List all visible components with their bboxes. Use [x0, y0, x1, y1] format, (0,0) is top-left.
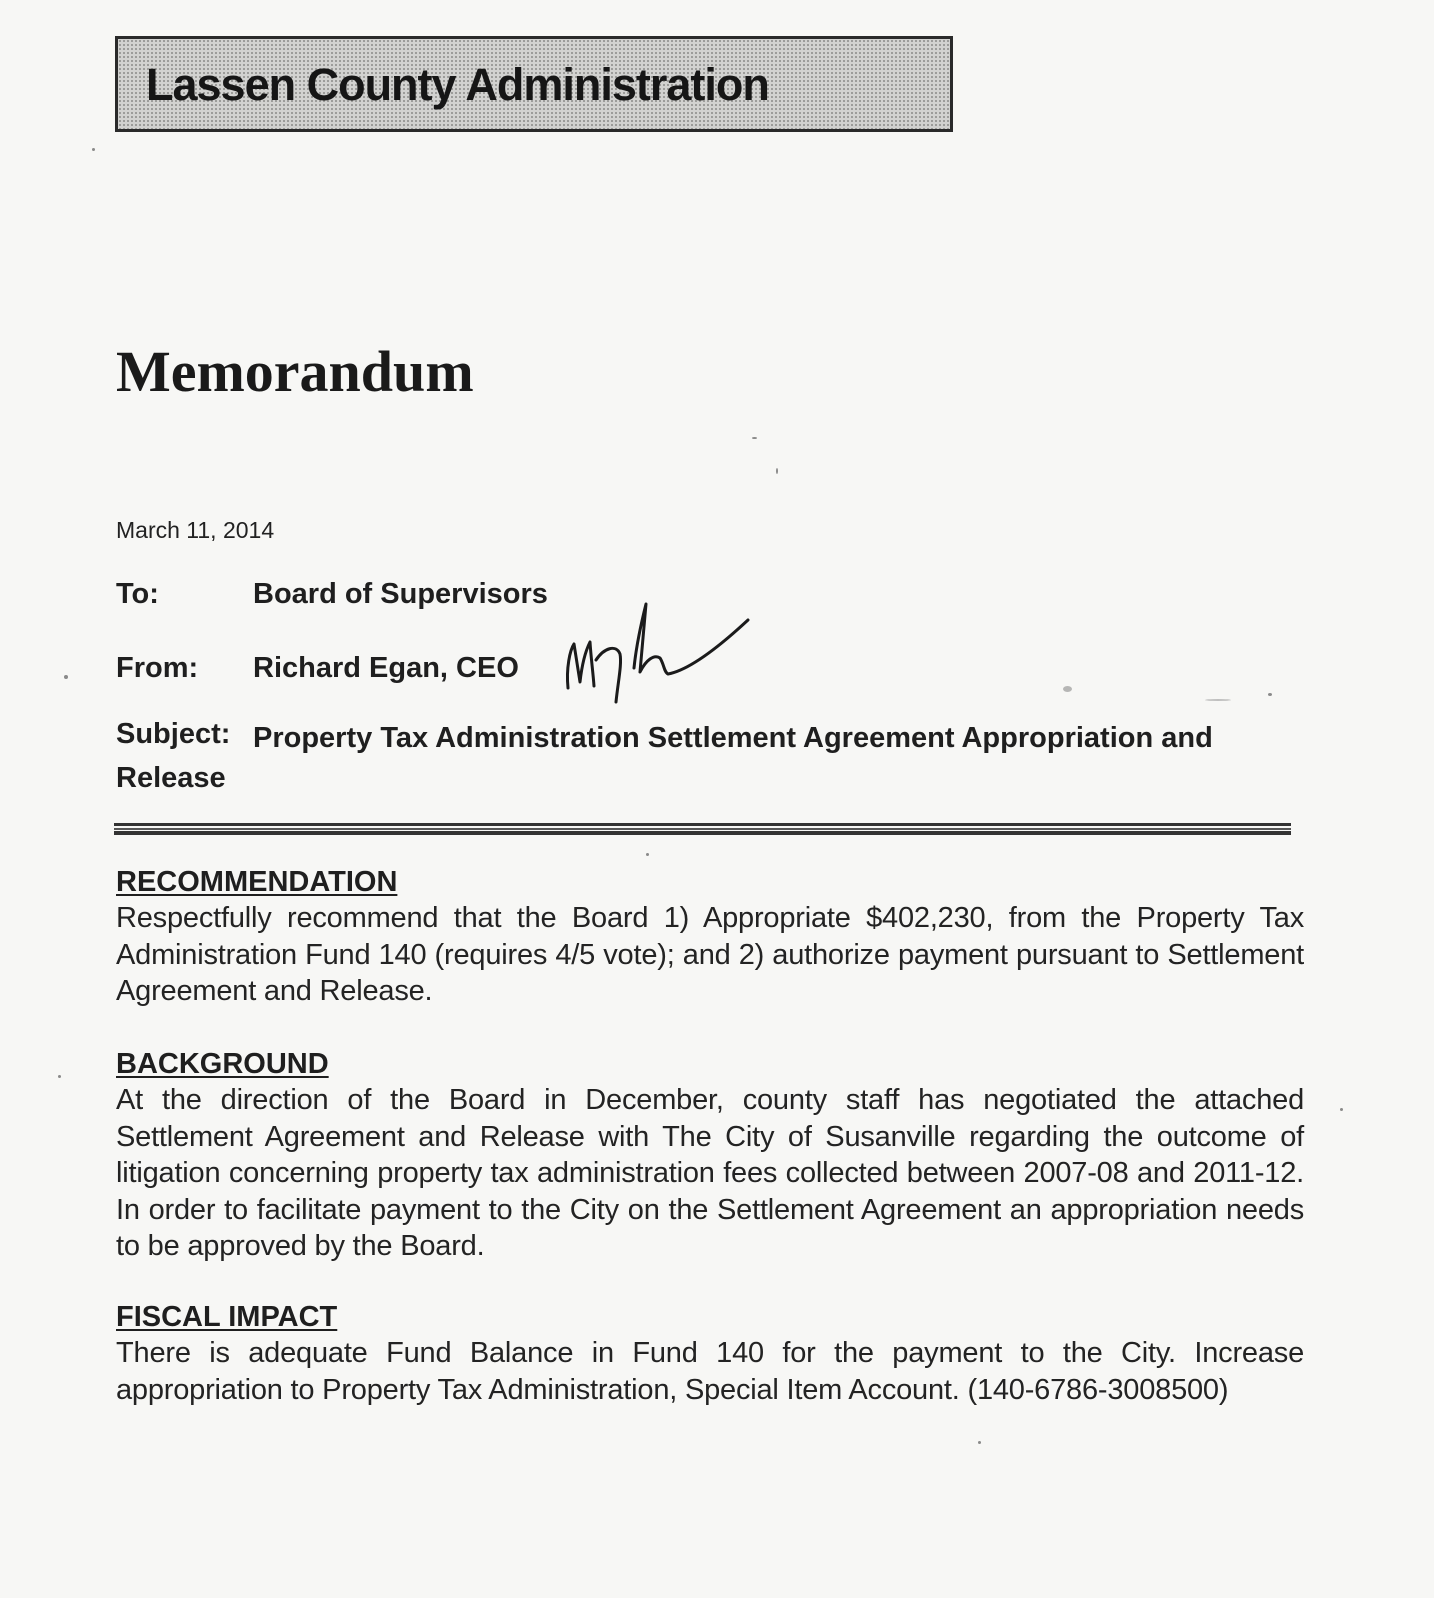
recommendation-body: Respectfully recommend that the Board 1) Appropriate $402,230, from the Property Tax Administration Fund 140 (requires 4/5 vote); and 2) authorize payment pursuant to Settlement Agreement and Release. — [116, 902, 1304, 1007]
letterhead-banner — [115, 36, 953, 132]
header-divider — [114, 823, 1291, 835]
scan-speck — [1340, 1108, 1343, 1111]
from-value: Richard Egan, CEO — [253, 652, 519, 684]
scan-speck — [1268, 693, 1272, 696]
to-label: To: — [116, 578, 159, 610]
subject-label: Subject: — [116, 718, 231, 750]
background-body: At the direction of the Board in December, county staff has negotiated the attached Settlement Agreement and Release with The City of Susanville regarding the outcome of litigation concerning property tax administration fees collected between 2007-08 and 2011-12. In order to facilitate payment to the City on the Settlement Agreement an appropriation needs to be approved by the Board. — [116, 1084, 1304, 1262]
scan-speck — [92, 148, 95, 151]
scan-speck — [978, 1441, 981, 1444]
fiscal-impact-section — [116, 1299, 1304, 1408]
from-label: From: — [116, 652, 199, 684]
handwritten-signature — [560, 598, 760, 708]
scan-speck — [776, 468, 778, 474]
to-value: Board of Supervisors — [253, 578, 548, 610]
background-heading: BACKGROUND — [116, 1048, 329, 1080]
scan-speck — [1205, 699, 1231, 701]
memo-title: Memorandum — [116, 339, 474, 404]
scan-speck — [1063, 686, 1072, 692]
fiscal-impact-heading: FISCAL IMPACT — [116, 1301, 338, 1333]
memo-date: March 11, 2014 — [116, 517, 275, 543]
subject-value: Property Tax Administration Settlement Agreement Appropriation and Release — [116, 722, 1213, 794]
recommendation-section — [116, 864, 1304, 1010]
background-section — [116, 1046, 1304, 1265]
recommendation-heading: RECOMMENDATION — [116, 866, 398, 898]
fiscal-impact-body: There is adequate Fund Balance in Fund 140 for the payment to the City. Increase appropriation to Property Tax Administration, Special Item Account. (140-6786-3008500) — [116, 1337, 1304, 1406]
scan-speck — [646, 853, 649, 856]
scan-speck — [752, 437, 757, 439]
scan-speck — [64, 675, 68, 679]
organization-name: Lassen County Administration — [146, 59, 769, 110]
scan-speck — [58, 1075, 61, 1078]
